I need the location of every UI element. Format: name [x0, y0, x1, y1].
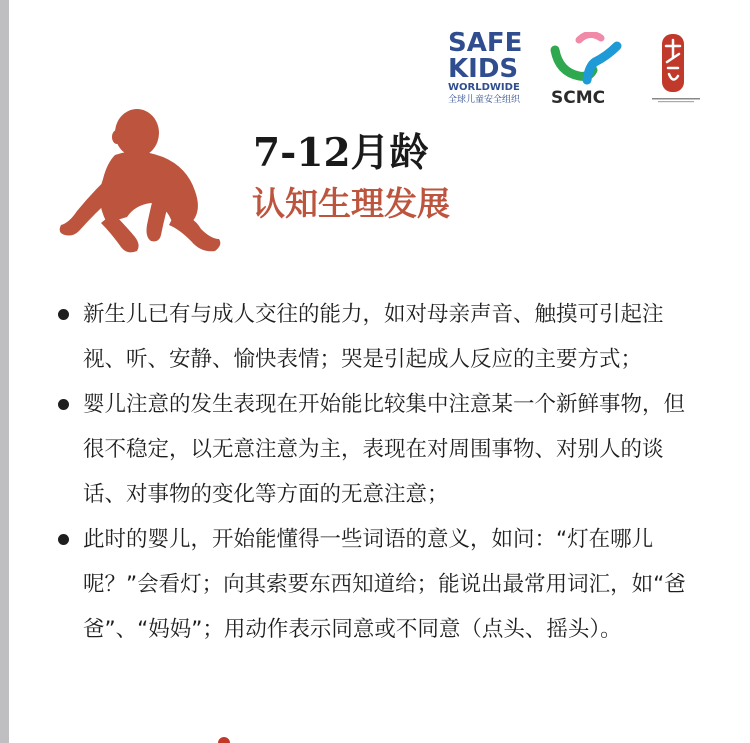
bullet-text: 婴儿注意的发生表现在开始能比较集中注意某一个新鲜事物，但很不稳定，以无意注意为主，表现在对周围事物、对别人的谈话、对事物的变化等方面的无意注意； — [83, 392, 686, 507]
scmc-emblem-icon — [549, 32, 625, 88]
page-title: 7-12月龄 — [253, 130, 429, 176]
bullet-text: 此时的婴儿，开始能懂得一些词语的意义，如问：“灯在哪儿呢？”会看灯；向其索要东西知道给；能说出最常用词汇，如“爸爸”、“妈妈”；用动作表示同意或不同意（点头、摇头）。 — [83, 527, 686, 642]
bullet-dot-icon — [58, 399, 69, 410]
safe-kids-line2: KIDS — [448, 54, 519, 84]
crawling-baby-icon — [55, 105, 225, 260]
red-calligraphy-seal-icon — [650, 32, 700, 96]
bullet-dot-icon — [58, 309, 69, 320]
seal-logo — [650, 32, 700, 112]
scmc-logo-text: SCMC — [551, 88, 606, 108]
red-decoration-mark — [218, 737, 230, 743]
bullet-dot-icon — [58, 534, 69, 545]
safe-kids-line1: SAFE — [448, 28, 523, 58]
list-item — [58, 292, 698, 382]
safe-kids-logo — [448, 30, 526, 110]
list-item — [58, 517, 698, 652]
bullet-text: 新生儿已有与成人交往的能力，如对母亲声音、触摸可引起注视、听、安静、愉快表情；哭是引起成人反应的主要方式； — [83, 302, 664, 372]
bullet-list — [58, 292, 698, 652]
left-scroll-rail — [0, 0, 9, 743]
scmc-logo — [549, 32, 625, 112]
seal-caption — [646, 96, 706, 107]
safe-kids-line4: 全球儿童安全组织 — [448, 95, 521, 105]
safe-kids-line3: WORLDWIDE — [448, 82, 520, 93]
page-subtitle: 认知生理发展 — [252, 184, 450, 223]
list-item — [58, 382, 698, 517]
